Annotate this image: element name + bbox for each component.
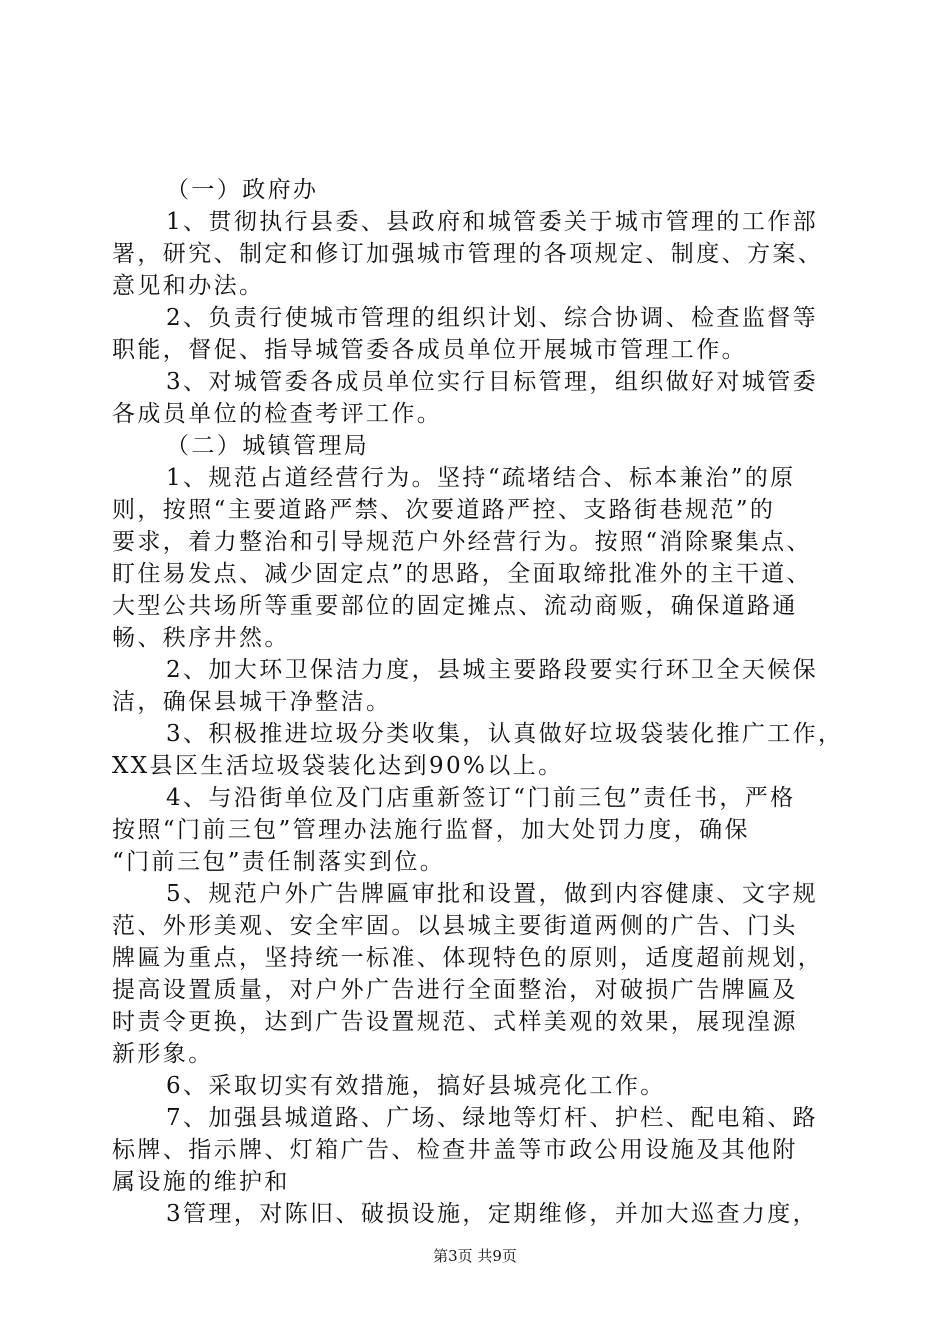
paragraph-line: 范、外形美观、安全牢固。以县城主要街道两侧的广告、门头	[112, 913, 798, 939]
paragraph-line: 2、负责行使城市管理的组织计划、综合协调、检查监督等	[166, 305, 819, 331]
paragraph-line: 时责令更换，达到广告设置规范、式样美观的效果，展现湟源	[112, 1009, 798, 1035]
paragraph-line: 4、与沿街单位及门店重新签订“门前三包”责任书，严格	[166, 785, 796, 811]
paragraph-line: 畅、秩序井然。	[112, 625, 290, 651]
section-heading: （二）城镇管理局	[166, 433, 370, 459]
paragraph-line: 3管理，对陈旧、破损设施，定期维修，并加大巡查力度，	[166, 1201, 819, 1227]
paragraph-line: 新形象。	[112, 1041, 214, 1067]
paragraph-line: “门前三包”责任制落实到位。	[112, 849, 446, 875]
paragraph-line: 职能，督促、指导城管委各成员单位开展城市管理工作。	[112, 337, 747, 363]
paragraph-line: 1、贯彻执行县委、县政府和城管委关于城市管理的工作部	[166, 209, 819, 235]
paragraph-line: 1、规范占道经营行为。坚持“疏堵结合、标本兼治”的原	[166, 465, 796, 491]
paragraph-line: 洁，确保县城干净整洁。	[112, 689, 392, 715]
paragraph-line: 7、加强县城道路、广场、绿地等灯杆、护栏、配电箱、路	[166, 1105, 819, 1131]
paragraph-line: 意见和办法。	[112, 273, 265, 299]
paragraph-line: 属设施的维护和	[112, 1169, 290, 1195]
paragraph-line: 6、采取切实有效措施，搞好县城亮化工作。	[166, 1073, 666, 1099]
paragraph-line: 牌匾为重点，坚持统一标准、体现特色的原则，适度超前规划，	[112, 945, 824, 971]
paragraph-line: XX县区生活垃圾袋装化达到90%以上。	[112, 753, 564, 779]
paragraph-line: 署，研究、制定和修订加强城市管理的各项规定、制度、方案、	[112, 241, 824, 267]
paragraph-line: 5、规范户外广告牌匾审批和设置，做到内容健康、文字规	[166, 881, 819, 907]
paragraph-line: 则，按照“主要道路严禁、次要道路严控、支路街巷规范”的	[112, 497, 776, 523]
section-heading: （一）政府办	[166, 177, 319, 203]
paragraph-line: 按照“门前三包”管理办法施行监督，加大处罚力度，确保	[112, 817, 750, 843]
paragraph-line: 3、对城管委各成员单位实行目标管理，组织做好对城管委	[166, 369, 819, 395]
paragraph-line: 2、加大环卫保洁力度，县城主要路段要实行环卫全天候保	[166, 657, 819, 683]
paragraph-line: 各成员单位的检查考评工作。	[112, 401, 443, 427]
paragraph-line: 大型公共场所等重要部位的固定摊点、流动商贩，确保道路通	[112, 593, 798, 619]
paragraph-line: 标牌、指示牌、灯箱广告、检查井盖等市政公用设施及其他附	[112, 1137, 798, 1163]
paragraph-line: 盯住易发点、减少固定点”的思路，全面取缔批准外的主干道、	[112, 561, 812, 587]
paragraph-line: 3、积极推进垃圾分类收集，认真做好垃圾袋装化推广工作，	[166, 721, 844, 747]
page-number-footer: 第3页 共9页	[433, 1247, 517, 1265]
paragraph-line: 提高设置质量，对户外广告进行全面整治，对破损广告牌匾及	[112, 977, 798, 1003]
paragraph-line: 要求，着力整治和引导规范户外经营行为。按照“消除聚集点、	[112, 529, 812, 555]
